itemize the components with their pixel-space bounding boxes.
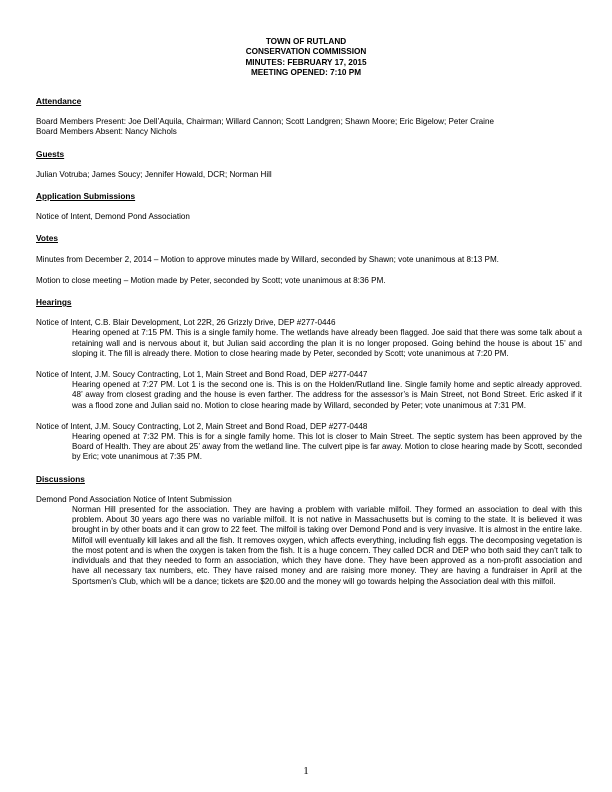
header-commission: CONSERVATION COMMISSION: [245, 47, 367, 57]
hearing-title: Notice of Intent, J.M. Soucy Contracting, Lot 2, Main Street and Bond Road, DEP #277-0448: [36, 421, 368, 431]
hearing-title: Notice of Intent, C.B. Blair Development, Lot 22R, 26 Grizzly Drive, DEP #277-0446: [36, 318, 336, 328]
hearing-body: Hearing opened at 7:15 PM. This is a single family home. The wetlands have already been flagged. Joe said that there was some talk about a retaining wall and is nervous about it, but Julian said according the plan it is no longer proposed. Going behind the house is about 15’ and sloping it. The fill is already there. Motion to close hearing made by Peter, seconded by Scott; vote unanimous at 7:20 PM.: [72, 328, 582, 358]
header-meeting-opened: MEETING OPENED: 7:10 PM: [250, 68, 362, 78]
applications-heading: Application Submissions: [36, 191, 136, 202]
discussion-body: Norman Hill presented for the association. They are having a problem with variable milfoil. They formed an association to deal with this problem. About 30 years ago there was no variable milfoil. It is not native in Massachusetts but is coming to the state. It is believed it was brought in by other boats and it can grow to 22 feet. The milfoil is taking over Demond Pond and is very invasive. It is almost in the entire lake. Milfoil will eventually kill lakes and all the fish. It removes oxygen, which affects everything, including fish eggs. The decomposing vegetation is the most potent and is when the oxygen is taken from the fish. It is a huge concern. They called DCR and DEP who both said they can’t talk to individuals and that they needed to form an association, which they have done. They have been approved as a non-profit association and have all necessary tax numbers, etc. They have raised money and are raising more money. They are having a fundraiser in April at the Sportsmen’s Club, which will be a dance; tickets are $20.00 and the money will go towards helping the Association deal with this milfoil.: [72, 505, 582, 586]
attendance-heading: Attendance: [36, 96, 82, 106]
applications-text: Notice of Intent, Demond Pond Association: [36, 212, 190, 222]
document-header: [0, 37, 612, 79]
discussion-title: Demond Pond Association Notice of Intent Submission: [36, 494, 232, 504]
discussion-item: [36, 495, 582, 587]
hearing-body: Hearing opened at 7:27 PM. Lot 1 is the second one is. This is on the Holden/Rutland line. Single family home and septic already approved. 48’ away from closest grading and the house is even farther. The address for the assessor’s is Main Street, not Bond Street. Eric asked if it was a flood zone and Julian said no. Motion to close hearing made by Willard, seconded by Peter; vote unanimous at 7:31 PM.: [72, 380, 582, 410]
page-number: 1: [303, 765, 309, 777]
hearing-item: [36, 318, 582, 359]
hearings-heading: Hearings: [36, 297, 72, 308]
hearing-item: [36, 422, 582, 463]
header-minutes-date: MINUTES: FEBRUARY 17, 2015: [245, 57, 367, 67]
hearing-item: [36, 370, 582, 411]
vote-close-meeting: Motion to close meeting – Motion made by Peter, seconded by Scott; vote unanimous at 8:36 PM.: [36, 275, 386, 285]
board-members-present: Board Members Present: Joe Dell’Aquila, Chairman; Willard Cannon; Scott Landgren; Shawn Moore; Eric Bigelow; Peter Craine: [36, 117, 494, 127]
discussions-heading: Discussions: [36, 473, 85, 484]
hearing-title: Notice of Intent, J.M. Soucy Contracting, Lot 1, Main Street and Bond Road, DEP #277-0447: [36, 370, 368, 380]
document-body: [36, 96, 582, 598]
guests-list: Julian Votruba; James Soucy; Jennifer Howald, DCR; Norman Hill: [36, 169, 272, 179]
hearing-body: Hearing opened at 7:32 PM. This is for a single family home. This lot is closer to Main Street. The septic system has been approved by the Board of Health. They are about 25’ away from the wetland line. The culvert pipe is far away. Motion to close hearing made by Scott, seconded by Eric; vote unanimous at 7:35 PM.: [72, 432, 582, 462]
vote-minutes-approval: Minutes from December 2, 2014 – Motion to approve minutes made by Willard, seconded by Shawn; vote unanimous at 8:13 PM.: [36, 254, 499, 264]
board-members-absent: Board Members Absent: Nancy Nichols: [36, 127, 177, 137]
header-town: TOWN OF RUTLAND: [265, 37, 347, 46]
votes-heading: Votes: [36, 233, 58, 244]
guests-heading: Guests: [36, 148, 65, 159]
